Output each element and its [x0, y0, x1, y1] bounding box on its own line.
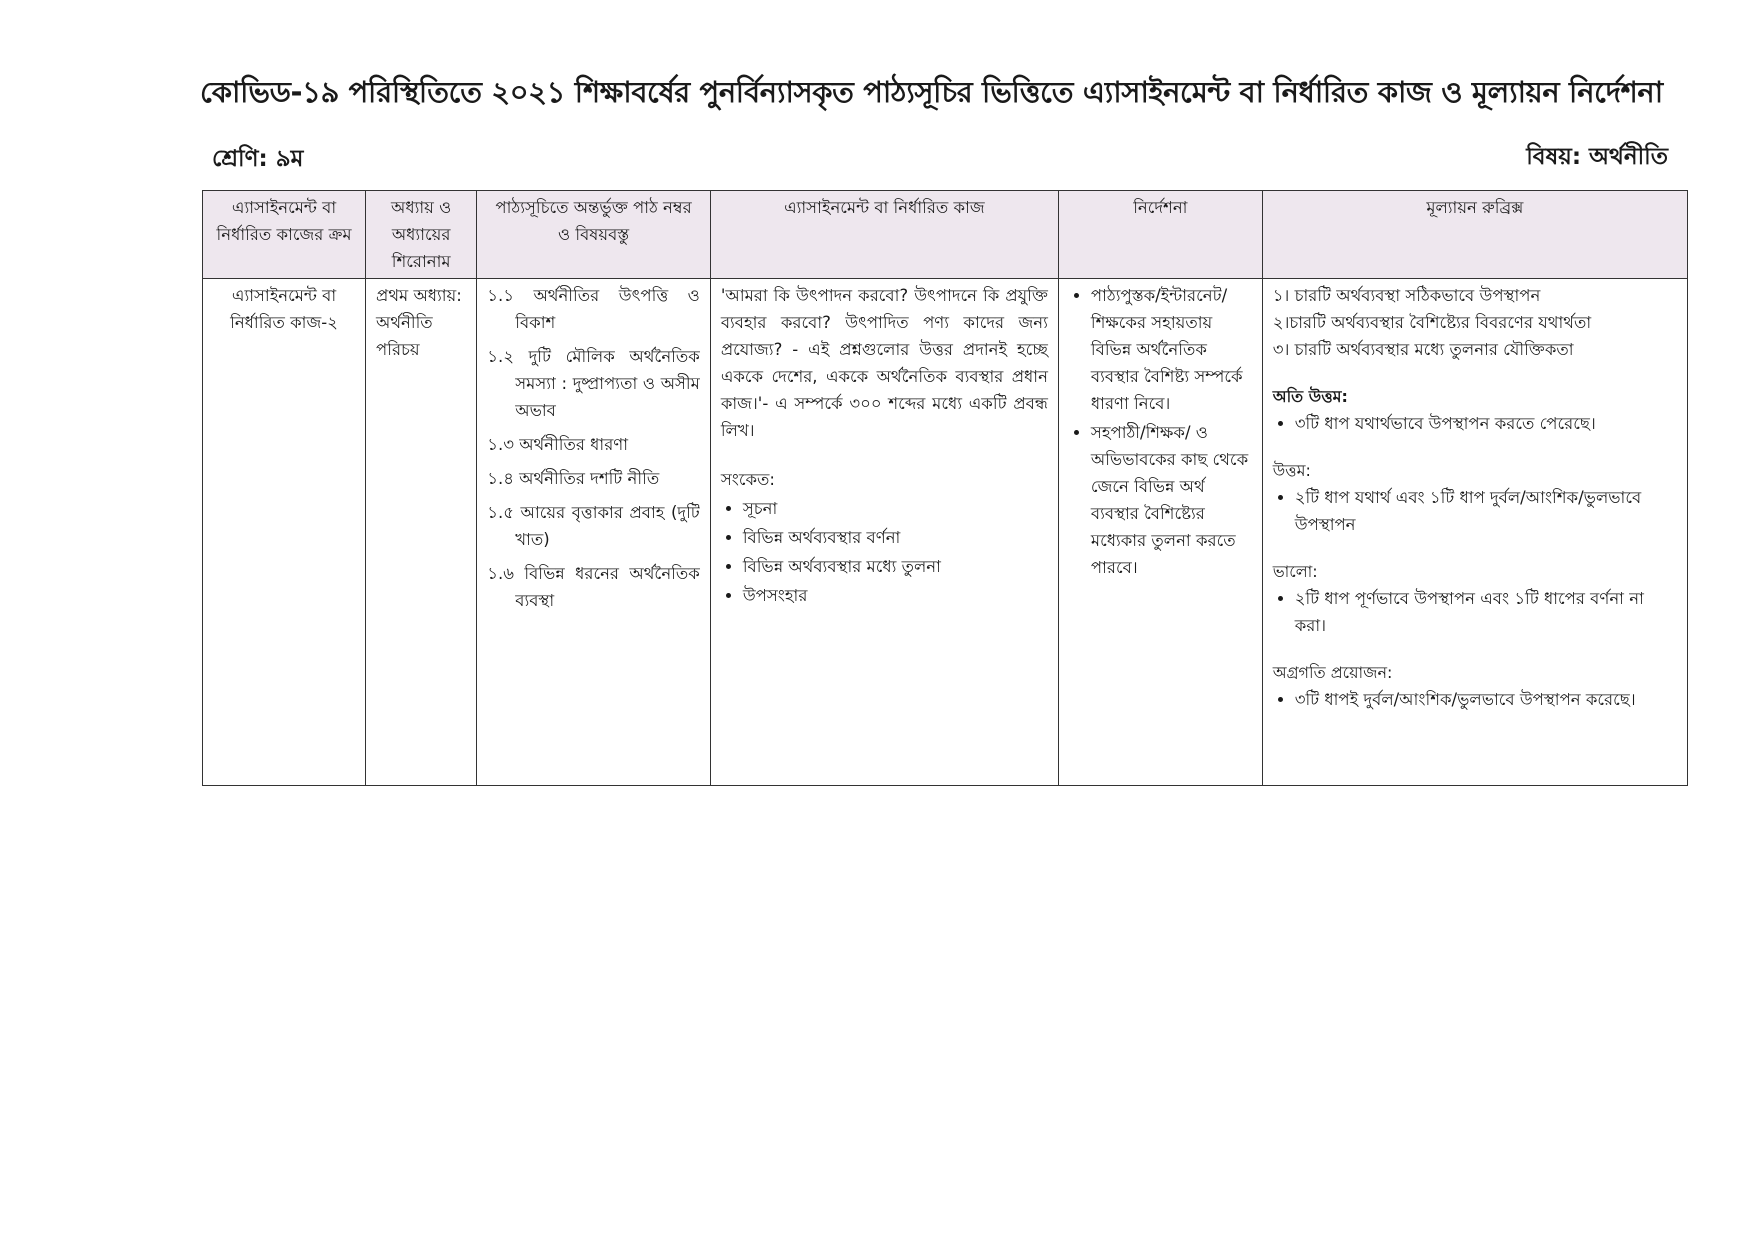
syllabus-item: ১.১ অর্থনীতির উৎপত্তি ও বিকাশ — [487, 286, 700, 332]
rubric-level-name: উত্তম: — [1272, 461, 1311, 480]
rubric-criterion: ১। চারটি অর্থব্যবস্থা সঠিকভাবে উপস্থাপন — [1272, 286, 1541, 305]
table-row — [203, 279, 1688, 786]
hint-item: • বিভিন্ন অর্থব্যবস্থার মধ্যে তুলনা — [743, 553, 1048, 580]
rubric-criterion: ৩। চারটি অর্থব্যবস্থার মধ্যে তুলনার যৌক্তিকতা — [1272, 340, 1574, 359]
class-label: শ্রেণি: ৯ম — [212, 146, 304, 172]
hints-list — [721, 495, 1048, 609]
hint-item: • সূচনা — [743, 495, 1048, 522]
syllabus-item: ১.৪ অর্থনীতির দশটি নীতি — [487, 469, 660, 488]
cell-chapter: প্রথম অধ্যায়: অর্থনীতি পরিচয় — [366, 279, 477, 786]
header-directions: নির্দেশনা — [1058, 191, 1262, 279]
header-syllabus: পাঠ্যসূচিতে অন্তর্ভুক্ত পাঠ নম্বর ও বিষয়বস্তু — [477, 191, 711, 279]
cell-rubric — [1262, 279, 1687, 786]
cell-directions — [1058, 279, 1262, 786]
rubric-level-name: ভালো: — [1272, 562, 1318, 581]
syllabus-item: ১.২ দুটি মৌলিক অর্থনৈতিক সমস্যা : দুষ্প্রাপ্যতা ও অসীম অভাব — [487, 347, 700, 420]
rubric-level-list — [1273, 484, 1677, 538]
hint-item: • উপসংহার — [743, 582, 1048, 609]
assignment-table — [202, 190, 1688, 786]
direction-item: • পাঠ্যপুস্তক/ইন্টারনেট/ শিক্ষকের সহায়তায় বিভিন্ন অর্থনৈতিক ব্যবস্থার বৈশিষ্ট্য সম্পর্কে ধারণা নিবে। — [1091, 282, 1252, 417]
header-rubric: মূল্যায়ন রুব্রিক্স — [1262, 191, 1687, 279]
header-chapter: অধ্যায় ও অধ্যায়ের শিরোনাম — [366, 191, 477, 279]
rubric-level-desc: • ২টি ধাপ যথার্থ এবং ১টি ধাপ দুর্বল/আংশিক/ভুলভাবে উপস্থাপন — [1295, 484, 1677, 538]
rubric-level-desc: • ৩টি ধাপ যথার্থভাবে উপস্থাপন করতে পেরেছে। — [1295, 410, 1677, 437]
cell-syllabus — [477, 279, 711, 786]
rubric-level-list — [1273, 686, 1677, 713]
rubric-level-list — [1273, 585, 1677, 639]
directions-list — [1069, 282, 1252, 581]
direction-item: • সহপাঠী/শিক্ষক/ ও অভিভাবকের কাছ থেকে জেনে বিভিন্ন অর্থ ব্যবস্থার বৈশিষ্ট্যের মধ্যেকার তুলনা করতে পারবে। — [1091, 419, 1252, 581]
rubric-level-list — [1273, 410, 1677, 437]
rubric-level-name: অতি উত্তম: — [1272, 387, 1348, 406]
syllabus-item: ১.৩ অর্থনীতির ধারণা — [487, 435, 629, 454]
table-header-row — [203, 191, 1688, 279]
cell-assignment-no: এ্যাসাইনমেন্ট বা নির্ধারিত কাজ-২ — [203, 279, 366, 786]
rubric-level-desc: • ২টি ধাপ পূর্ণভাবে উপস্থাপন এবং ১টি ধাপের বর্ণনা না করা। — [1295, 585, 1677, 639]
rubric-level-desc: • ৩টি ধাপই দুর্বল/আংশিক/ভুলভাবে উপস্থাপন করেছে। — [1295, 686, 1677, 713]
hint-item: • বিভিন্ন অর্থব্যবস্থার বর্ণনা — [743, 524, 1048, 551]
subject-label: বিষয়: অর্থনীতি — [1526, 144, 1668, 170]
hints-title: সংকেত: — [720, 470, 775, 489]
header-task: এ্যাসাইনমেন্ট বা নির্ধারিত কাজ — [710, 191, 1058, 279]
rubric-criterion: ২।চারটি অর্থব্যবস্থার বৈশিষ্ট্যের বিবরণের যথার্থতা — [1272, 313, 1592, 332]
header-assignment-no: এ্যাসাইনমেন্ট বা নির্ধারিত কাজের ক্রম — [203, 191, 366, 279]
rubric-level-name: অগ্রগতি প্রয়োজন: — [1272, 663, 1393, 682]
page-title: কোভিড-১৯ পরিস্থিতিতে ২০২১ শিক্ষাবর্ষের পুনর্বিন্যাসকৃত পাঠ্যসূচির ভিত্তিতে এ্যাসাইনমেন্ট বা নির্ধারিত কাজ ও মূল্যায়ন নির্দেশনা — [200, 75, 1663, 109]
task-text: 'আমরা কি উৎপাদন করবো? উৎপাদনে কি প্রযুক্তি ব্যবহার করবো? উৎপাদিত পণ্য কাদের জন্য প্রযোজ্য? - এই প্রশ্নগুলোর উত্তর প্রদানই হচ্ছে এককে দেশের, এককে অর্থনৈতিক ব্যবস্থার প্রধান কাজ।'- এ সম্পর্কে ৩০০ শব্দের মধ্যে একটি প্রবন্ধ লিখ। — [720, 286, 1048, 440]
cell-task — [710, 279, 1058, 786]
syllabus-item: ১.৫ আয়ের বৃত্তাকার প্রবাহ (দুটি খাত) — [487, 503, 700, 549]
syllabus-item: ১.৬ বিভিন্ন ধরনের অর্থনৈতিক ব্যবস্থা — [487, 564, 700, 610]
